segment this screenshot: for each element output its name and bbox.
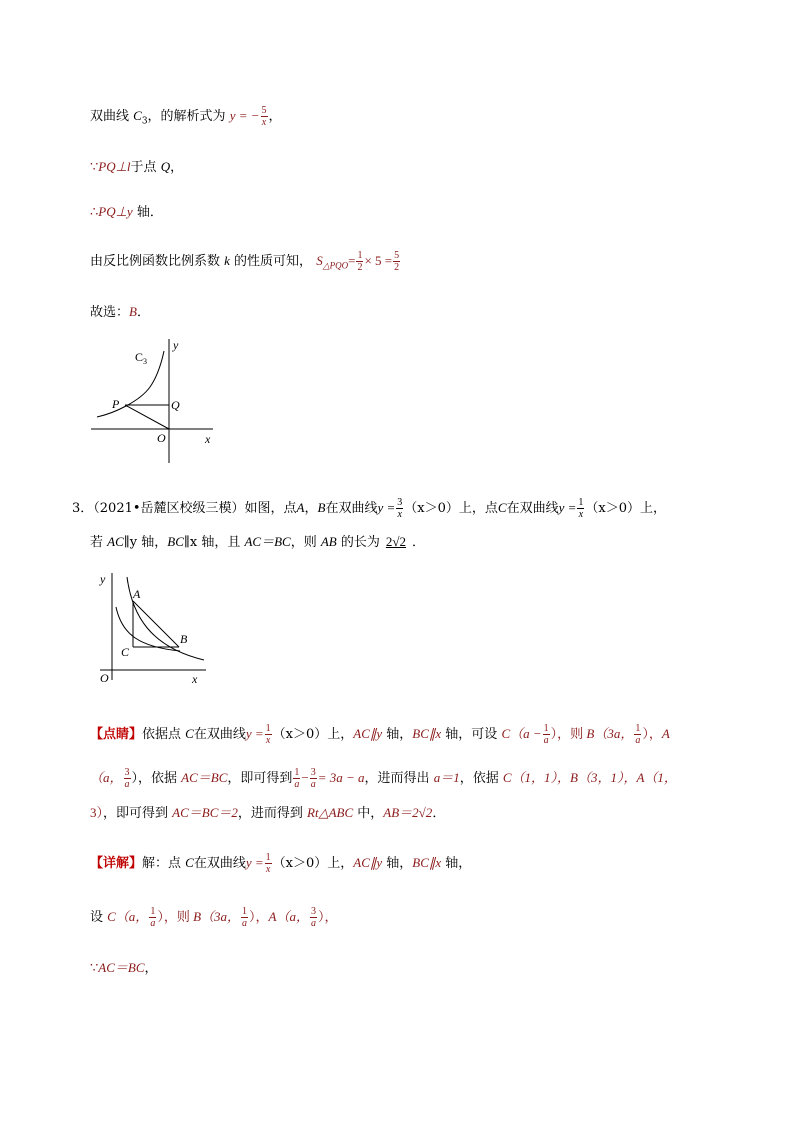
- o-label: O: [100, 671, 109, 685]
- text: 于点: [130, 160, 161, 175]
- text: 轴．: [132, 205, 163, 220]
- text: 设: [90, 910, 108, 925]
- b-label: B: [180, 632, 188, 646]
- text: ∥y 轴，: [123, 535, 168, 550]
- point-a: A: [296, 500, 305, 515]
- math-expr: （a，: [90, 770, 123, 785]
- text: ．: [432, 806, 446, 821]
- fraction: [634, 723, 641, 746]
- x-label: x: [205, 432, 211, 446]
- text: 双曲线: [90, 109, 134, 124]
- equals: =: [348, 253, 356, 268]
- text: ．: [412, 535, 426, 550]
- p-label: P: [112, 397, 120, 411]
- text: 轴，: [441, 856, 472, 871]
- point-q: Q: [160, 159, 171, 174]
- condition: AC＝BC: [181, 770, 228, 785]
- text: （2021•岳麓区校级三模）如图，点: [93, 501, 297, 516]
- fraction: [543, 723, 550, 746]
- denominator: a: [310, 779, 316, 790]
- therefore-symbol: ∴: [90, 204, 99, 219]
- segment-po: [125, 405, 169, 429]
- text: 轴，: [382, 727, 413, 742]
- text: ，: [144, 961, 158, 976]
- numerator: 1: [543, 723, 549, 734]
- point-c: C: [185, 855, 194, 870]
- math-expr: ），: [318, 909, 338, 924]
- numerator: 1: [294, 767, 300, 778]
- minus: −: [301, 770, 309, 785]
- fraction: [577, 497, 584, 520]
- text: ．: [136, 305, 150, 320]
- detail-line-3: [90, 958, 158, 979]
- math-expr: C（a，: [107, 909, 149, 924]
- denominator: a: [242, 918, 248, 929]
- point-c: C: [185, 726, 194, 741]
- line-because-pq: [90, 157, 183, 178]
- math-expr: B（3a，: [586, 726, 634, 741]
- line-area: [90, 250, 401, 276]
- times: × 5 =: [364, 253, 393, 268]
- x-label: x: [192, 672, 198, 686]
- question-number: 3．: [72, 501, 94, 516]
- fraction: [393, 250, 400, 273]
- detail-tag: 【详解】: [90, 856, 143, 871]
- text: （x＞0）上，: [272, 727, 354, 742]
- math-expr: Rt△ABC: [307, 805, 354, 820]
- fraction: [149, 906, 156, 929]
- text: ，: [170, 160, 184, 175]
- y-label: y: [100, 572, 106, 586]
- denominator: 2: [357, 262, 363, 273]
- figure-hyperbolas-abc: [90, 565, 220, 690]
- numerator: 3: [397, 497, 403, 508]
- fraction: [310, 767, 317, 790]
- segment-ab: AB: [320, 534, 337, 549]
- numerator: 5: [261, 105, 267, 116]
- text: 在双曲线: [506, 501, 559, 516]
- text: ，进而得出: [364, 771, 434, 786]
- detail-line-1: [90, 852, 471, 875]
- text: 在双曲线: [193, 727, 246, 742]
- math-expr: AC∥y: [353, 855, 383, 870]
- text: 故选：: [90, 305, 130, 320]
- segment-ab: [133, 601, 179, 647]
- equation: y =: [245, 855, 264, 870]
- question-3-line-2: [90, 532, 425, 553]
- equation: y =: [558, 500, 577, 515]
- text: 解：点: [142, 856, 186, 871]
- denominator: a: [543, 735, 549, 746]
- text: 在双曲线: [325, 501, 378, 516]
- math-expr: C（1，1），B（3，1），A（1，: [502, 770, 677, 785]
- hint-line-3: [90, 803, 445, 824]
- denominator: x: [265, 864, 271, 875]
- text: 的长为: [336, 535, 380, 550]
- denominator: x: [261, 117, 267, 128]
- text: ，即可得到: [103, 806, 173, 821]
- numerator: 5: [394, 250, 400, 261]
- answer-blank: 2√2: [385, 534, 407, 549]
- line-therefore-pq: [90, 202, 163, 223]
- numerator: 3: [311, 906, 316, 917]
- math-expr: AC∥y: [353, 726, 383, 741]
- numerator: 1: [357, 250, 363, 261]
- hint-line-2: [90, 767, 677, 790]
- math-expr: 3）: [90, 805, 104, 820]
- math-expr: AC＝BC＝2: [172, 805, 238, 820]
- fraction: [293, 767, 300, 790]
- text: 依据点: [142, 727, 186, 742]
- equation: y = −: [229, 108, 260, 123]
- text: （x＞0）上，: [272, 856, 354, 871]
- hint-line-1: [90, 723, 670, 746]
- fraction: [261, 105, 268, 128]
- line-answer: [90, 302, 150, 323]
- area-subscript: △PQO: [322, 260, 349, 271]
- question-3-line-1: [72, 497, 666, 520]
- answer-b: B: [129, 304, 137, 319]
- numerator: 1: [150, 906, 156, 917]
- text: ，依据: [459, 771, 503, 786]
- curve-name: C: [133, 108, 142, 123]
- equation: y =: [245, 726, 264, 741]
- condition: AC＝BC: [244, 534, 291, 549]
- text: ，则: [290, 535, 321, 550]
- math-expr: PQ⊥l: [98, 159, 131, 174]
- math-expr: ），: [642, 726, 662, 741]
- math-expr: ），: [249, 909, 269, 924]
- numerator: 1: [635, 723, 641, 734]
- numerator: 1: [265, 723, 271, 734]
- math-expr: C（a −: [501, 726, 542, 741]
- numerator: 1: [265, 852, 271, 863]
- text: 轴，: [382, 856, 413, 871]
- area-symbol: S: [316, 253, 323, 268]
- denominator: x: [578, 509, 584, 520]
- math-expr: BC∥x: [412, 855, 442, 870]
- point-b: B: [317, 500, 326, 515]
- k-var: k: [224, 253, 230, 268]
- curve-subscript: 3: [141, 116, 148, 127]
- fraction: [265, 723, 272, 746]
- text: ），依据: [131, 771, 182, 786]
- segment-bc: BC: [167, 534, 184, 549]
- text: ，: [268, 109, 282, 124]
- point-a: A: [661, 726, 670, 741]
- text: ，: [304, 501, 318, 516]
- because-symbol: ∵: [90, 960, 99, 975]
- denominator: x: [265, 735, 271, 746]
- fraction: [265, 852, 272, 875]
- text: 若: [90, 535, 108, 550]
- a-label: A: [133, 587, 141, 601]
- figure-hyperbola-c3: [85, 335, 225, 465]
- math-expr: ），则: [550, 726, 587, 741]
- text: ，进而得到: [237, 806, 308, 821]
- c-label: C: [121, 645, 130, 659]
- fraction: [241, 906, 248, 929]
- text: ，即可得到: [227, 771, 293, 786]
- text: ∥x 轴，且: [183, 535, 245, 550]
- condition: AC＝BC: [98, 960, 145, 975]
- numerator: 1: [578, 497, 584, 508]
- math-expr: A（a，: [268, 909, 309, 924]
- text: 由反比例函数比例系数: [90, 254, 225, 269]
- text: （x＞0）上，: [585, 501, 666, 516]
- denominator: 2: [394, 262, 400, 273]
- fraction: [310, 906, 317, 929]
- math-expr: a＝1: [433, 770, 460, 785]
- math-expr: AB＝2√2: [383, 805, 433, 820]
- numerator: 3: [124, 767, 130, 778]
- numerator: 1: [242, 906, 248, 917]
- q-label: Q: [171, 398, 180, 412]
- hint-tag: 【点睛】: [90, 727, 143, 742]
- line-hyperbola-c3: [90, 105, 282, 132]
- fraction: [396, 497, 403, 520]
- segment-ac: AC: [107, 534, 124, 549]
- text: 在双曲线: [193, 856, 246, 871]
- denominator: x: [397, 509, 402, 520]
- equation: y =: [377, 500, 396, 515]
- text: 的性质可知，: [229, 254, 313, 269]
- math-expr: BC∥x: [412, 726, 442, 741]
- math-expr: = 3a − a: [317, 770, 365, 785]
- detail-line-2: [90, 906, 338, 929]
- math-expr: PQ⊥y: [98, 204, 133, 219]
- fraction: [356, 250, 363, 273]
- text: 中，: [353, 806, 384, 821]
- text: 轴，可设: [441, 727, 502, 742]
- math-expr: B（3a，: [193, 909, 241, 924]
- denominator: a: [124, 779, 130, 790]
- y-label: y: [173, 338, 179, 352]
- numerator: 3: [310, 767, 316, 778]
- denominator: a: [635, 735, 641, 746]
- text: （x＞0）上，点: [404, 501, 498, 516]
- denominator: a: [150, 918, 156, 929]
- denominator: a: [294, 779, 300, 790]
- text: ，的解析式为: [147, 109, 226, 124]
- point-c: C: [497, 500, 507, 515]
- curve-c3: [97, 351, 164, 417]
- denominator: a: [311, 918, 316, 929]
- math-expr: ），则: [157, 909, 194, 924]
- because-symbol: ∵: [90, 159, 99, 174]
- fraction: [124, 767, 131, 790]
- curve-label: $C_3$: [135, 350, 148, 366]
- o-label: O: [157, 431, 166, 445]
